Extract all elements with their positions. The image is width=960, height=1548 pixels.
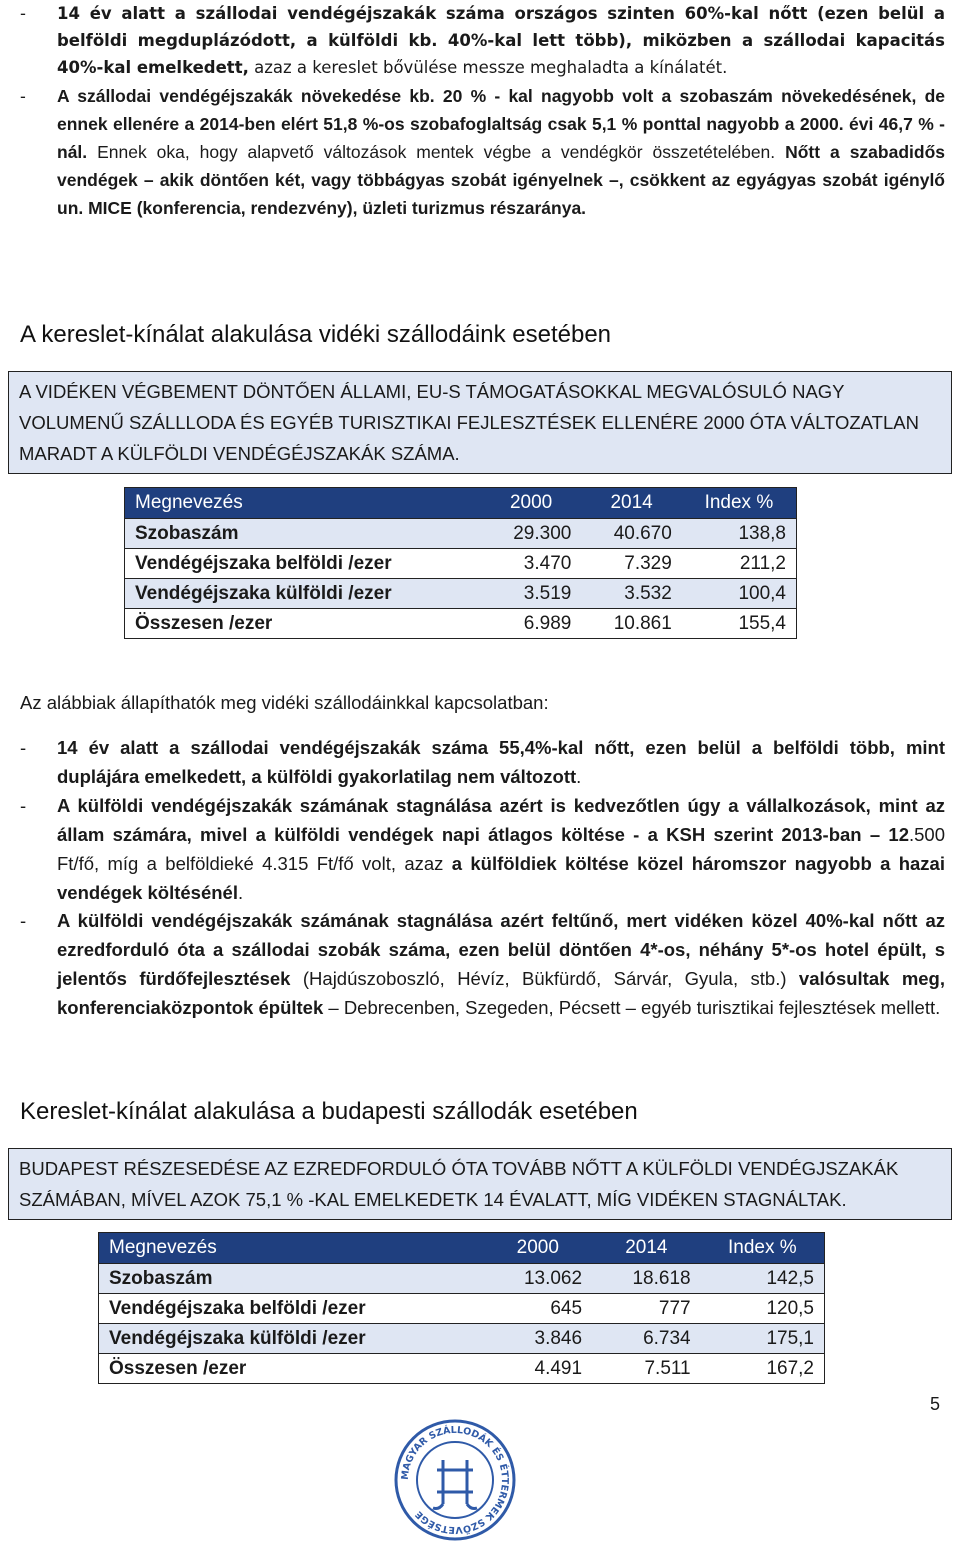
- bullet-normal-text-2: .: [237, 882, 244, 903]
- row-label: Vendégéjszaka belföldi /ezer: [99, 1294, 484, 1324]
- column-header: 2014: [581, 488, 681, 519]
- section-1-lead: Az alábbiak állapíthatók meg vidéki szállodáinkkal kapcsolatban:: [20, 692, 549, 713]
- row-label: Összesen /ezer: [99, 1354, 484, 1384]
- logo-inner-ring: [417, 1442, 493, 1518]
- table-cell: 142,5: [701, 1264, 825, 1294]
- page-number: 5: [930, 1394, 941, 1414]
- table-cell: 6.734: [592, 1324, 701, 1354]
- table-cell: 211,2: [682, 549, 797, 579]
- table-header-row: [125, 488, 797, 519]
- table-cell: 10.861: [581, 609, 681, 639]
- section-2-table: [98, 1232, 825, 1384]
- table-row: [125, 549, 797, 579]
- table-cell: 13.062: [484, 1264, 593, 1294]
- column-header: 2000: [481, 488, 581, 519]
- bullet-normal-text: azaz a kereslet bővülése messze meghaladta a kínálatét.: [248, 58, 728, 77]
- column-header: 2000: [484, 1233, 593, 1264]
- table-cell: 7.511: [592, 1354, 701, 1384]
- section-1-table: [124, 487, 797, 639]
- bullet-bold-text-2: Nőtt a szabadidős vendégek – akik döntően két, vagy többágyas szobát igényelnek –, csökkent az egyágyas szobát igénylő un. MICE (konferencia, rendezvény), üzleti turizmus részaránya.: [57, 142, 945, 218]
- column-header: Index %: [701, 1233, 825, 1264]
- table-cell: 3.470: [481, 549, 581, 579]
- bullet-dash: -: [20, 795, 27, 816]
- table-cell: 7.329: [581, 549, 681, 579]
- bullet-bold-text-2: valósultak meg, konferenciaközpontok épültek: [57, 968, 946, 1018]
- section-1-bullet-2: [20, 791, 945, 907]
- table-row: [125, 579, 797, 609]
- bullet-bold-text: 14 év alatt a szállodai vendégéjszakák száma 55,4%-kal nőtt, ezen belül a belföldi több, mint duplájára emelkedett, a külföldi gyakorlatilag nem változott: [57, 737, 945, 787]
- logo-outer-ring: [396, 1421, 514, 1539]
- table-cell: 155,4: [682, 609, 797, 639]
- row-label: Szobaszám: [125, 519, 481, 549]
- table-row: [125, 519, 797, 549]
- table-cell: 18.618: [592, 1264, 701, 1294]
- column-header: 2014: [592, 1233, 701, 1264]
- column-header: Megnevezés: [125, 488, 481, 519]
- association-logo: [393, 1418, 517, 1542]
- bullet-bold-text: 14 év alatt a szállodai vendégéjszakák száma országos szinten 60%-kal nőtt (ezen belül a belföldi megduplázódott, a külföldi kb. 40%-kal lett több), miközben a szállodai kapacitás 40%-kal emelkedett,: [57, 4, 945, 77]
- section-1-bullet-1: [20, 733, 945, 791]
- table-cell: 120,5: [701, 1294, 825, 1324]
- table-row: [99, 1354, 825, 1384]
- section-2-title: Kereslet-kínálat alakulása a budapesti szállodák esetében: [20, 1098, 638, 1125]
- table-cell: 3.846: [484, 1324, 593, 1354]
- row-label: Vendégéjszaka külföldi /ezer: [125, 579, 481, 609]
- section-1-bullet-3: [20, 906, 945, 1022]
- intro-bullet-2: [20, 82, 945, 222]
- row-label: Szobaszám: [99, 1264, 484, 1294]
- table-cell: 3.532: [581, 579, 681, 609]
- bullet-dash: -: [20, 4, 26, 23]
- column-header: Megnevezés: [99, 1233, 484, 1264]
- table-cell: 40.670: [581, 519, 681, 549]
- bullet-dash: -: [20, 910, 27, 931]
- section-1-title: A kereslet-kínálat alakulása vidéki szállodáink esetében: [20, 321, 612, 348]
- table-row: [99, 1264, 825, 1294]
- bullet-dash: -: [20, 737, 27, 758]
- table-cell: 4.491: [484, 1354, 593, 1384]
- table-row: [99, 1294, 825, 1324]
- bullet-normal-text: Ennek oka, hogy alapvető változások mentek végbe a vendégkör összetételében.: [87, 142, 776, 162]
- row-label: Összesen /ezer: [125, 609, 481, 639]
- bullet-bold-text: A külföldi vendégéjszakák számának stagnálása azért is kedvezőtlen úgy a vállalkozások, mint az állam számára, mivel a külföldi vendégek napi átlagos költése - a KSH szerint 2013-ban – 12: [57, 795, 945, 845]
- table-cell: 167,2: [701, 1354, 825, 1384]
- bullet-normal-text: .: [576, 766, 582, 787]
- table-cell: 138,8: [682, 519, 797, 549]
- table-cell: 100,4: [682, 579, 797, 609]
- column-header: Index %: [682, 488, 797, 519]
- logo-ring-text: MAGYAR SZÁLLODÁK ÉS ÉTTERMEK SZÖVETSÉGE: [399, 1424, 511, 1536]
- table-cell: 777: [592, 1294, 701, 1324]
- row-label: Vendégéjszaka külföldi /ezer: [99, 1324, 484, 1354]
- intro-bullet-1: [20, 0, 945, 81]
- table-cell: 645: [484, 1294, 593, 1324]
- bullet-normal-text-2: – Debrecenben, Szegeden, Pécsett – egyéb turisztikai fejlesztések mellett.: [323, 997, 941, 1018]
- table-row: [99, 1324, 825, 1354]
- logo-emblem: [433, 1460, 477, 1509]
- table-header-row: [99, 1233, 825, 1264]
- table-row: [125, 609, 797, 639]
- section-1-banner: A VIDÉKEN VÉGBEMENT DÖNTŐEN ÁLLAMI, EU-S TÁMOGATÁSOKKAL MEGVALÓSULÓ NAGY VOLUMENŰ SZÁLLLODA ÉS EGYÉB TURISZTIKAI FEJLESZTÉSEK ELLENÉRE 2000 ÓTA VÁLTOZATLAN MARADT A KÜLFÖLDI VENDÉGÉJSZAKÁK SZÁMA.: [8, 371, 952, 474]
- row-label: Vendégéjszaka belföldi /ezer: [125, 549, 481, 579]
- table-cell: 3.519: [481, 579, 581, 609]
- bullet-dash: -: [20, 86, 26, 106]
- table-cell: 6.989: [481, 609, 581, 639]
- section-2-banner: BUDAPEST RÉSZESEDÉSE AZ EZREDFORDULÓ ÓTA TOVÁBB NŐTT A KÜLFÖLDI VENDÉGJSZAKÁK SZÁMÁBAN, MÍVEL AZOK 75,1 % -KAL EMELKEDETK 14 ÉVALATT, MÍG VIDÉKEN STAGNÁLTAK.: [8, 1148, 952, 1220]
- bullet-normal-text: .500 Ft/fő, míg a belföldieké 4.315 Ft/fő volt, azaz: [57, 824, 945, 874]
- bullet-normal-text: (Hajdúszoboszló, Hévíz, Bükfürdő, Sárvár, Gyula, stb.): [290, 968, 787, 989]
- table-cell: 175,1: [701, 1324, 825, 1354]
- table-cell: 29.300: [481, 519, 581, 549]
- bullet-bold-text: A külföldi vendégéjszakák számának stagnálása azért feltűnő, mert vidéken közel 40%-kal nőtt az ezredforduló óta a szállodai szobák száma, ezen belül döntően 4*-os, néhány 5*-os hotel épült, s jelentős fürdőfejlesztések: [57, 910, 945, 989]
- bullet-bold-text-2: a külföldiek költése közel háromszor nagyobb a hazai vendégek költésénél: [57, 853, 945, 903]
- bullet-bold-text: A szállodai vendégéjszakák növekedése kb. 20 % - kal nagyobb volt a szobaszám növekedésének, de ennek ellenére a 2014-ben elért 51,8 %-os szobafoglaltság csak 5,1 % ponttal nagyobb a 2000. évi 46,7 % - nál.: [57, 86, 945, 162]
